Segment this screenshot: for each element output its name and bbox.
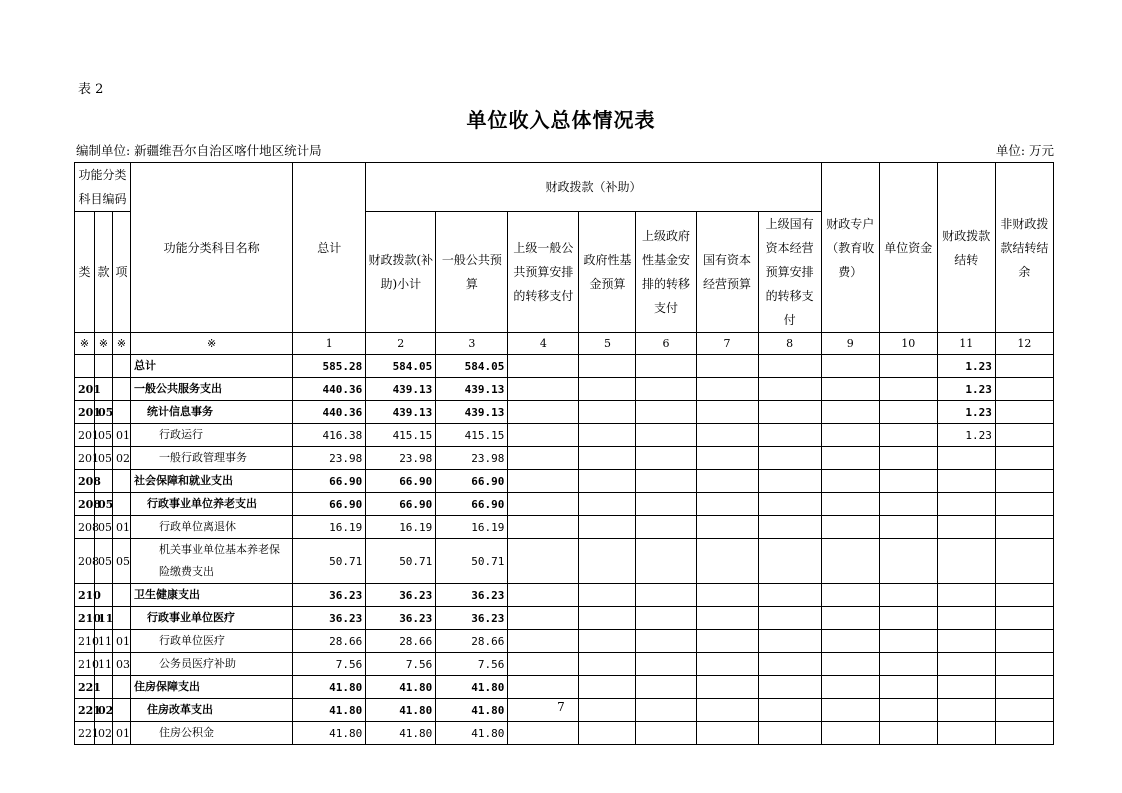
empty-cell — [821, 355, 879, 378]
empty-cell — [879, 584, 937, 607]
kuan-cell: 05 — [95, 424, 113, 447]
empty-cell — [508, 355, 579, 378]
xiang-cell — [113, 355, 131, 378]
unit-funds-header: 单位资金 — [879, 163, 937, 333]
xiang-cell — [113, 378, 131, 401]
index-cell: 5 — [579, 333, 636, 355]
empty-cell — [879, 539, 937, 584]
empty-cell — [579, 493, 636, 516]
index-cell: 12 — [995, 333, 1053, 355]
empty-cell — [696, 493, 758, 516]
page-title: 单位收入总体情况表 — [466, 108, 656, 132]
table-row — [75, 470, 1054, 493]
lei-cell: 210 — [75, 584, 95, 607]
xiang-cell — [113, 676, 131, 699]
xiang-cell: 01 — [113, 722, 131, 745]
kuan-cell: 05 — [95, 493, 113, 516]
empty-cell — [821, 607, 879, 630]
xiang-cell: 02 — [113, 447, 131, 470]
compiling-unit: 编制单位: 新疆维吾尔自治区喀什地区统计局 — [76, 143, 322, 158]
empty-cell — [696, 630, 758, 653]
empty-cell — [879, 722, 937, 745]
currency-unit: 单位: 万元 — [995, 143, 1054, 158]
total-cell: 585.28 — [293, 355, 366, 378]
fiscal-subtotal-cell: 41.80 — [366, 676, 436, 699]
empty-cell — [821, 653, 879, 676]
total-cell: 66.90 — [293, 493, 366, 516]
total-cell: 440.36 — [293, 378, 366, 401]
general-budget-cell: 41.80 — [436, 699, 508, 722]
empty-cell — [995, 470, 1053, 493]
total-cell: 28.66 — [293, 630, 366, 653]
lei-cell: 201 — [75, 401, 95, 424]
fiscal-carryover-cell: 1.23 — [937, 424, 995, 447]
empty-cell — [758, 653, 821, 676]
general-budget-header: 一般公共预算 — [436, 212, 508, 333]
empty-cell — [758, 584, 821, 607]
lei-cell: 208 — [75, 470, 95, 493]
fiscal-carryover-cell: 1.23 — [937, 355, 995, 378]
kuan-cell: 05 — [95, 516, 113, 539]
empty-cell — [879, 630, 937, 653]
fiscal-carryover-cell — [937, 676, 995, 699]
fiscal-carryover-cell: 1.23 — [937, 401, 995, 424]
empty-cell — [636, 653, 696, 676]
empty-cell — [636, 539, 696, 584]
empty-cell — [821, 676, 879, 699]
empty-cell — [636, 447, 696, 470]
empty-cell — [508, 722, 579, 745]
empty-cell — [879, 676, 937, 699]
general-budget-cell: 584.05 — [436, 355, 508, 378]
table-row — [75, 378, 1054, 401]
lei-header: 类 — [75, 212, 95, 333]
general-budget-cell: 415.15 — [436, 424, 508, 447]
empty-cell — [579, 355, 636, 378]
general-budget-cell: 7.56 — [436, 653, 508, 676]
fiscal-subtotal-cell: 584.05 — [366, 355, 436, 378]
subject-name-cell: 住房改革支出 — [131, 699, 293, 722]
subject-name-cell: 行政事业单位医疗 — [131, 607, 293, 630]
empty-cell — [579, 607, 636, 630]
fiscal-carryover-cell — [937, 630, 995, 653]
xiang-cell: 01 — [113, 630, 131, 653]
empty-cell — [758, 401, 821, 424]
index-cell: ※ — [131, 333, 293, 355]
empty-cell — [579, 424, 636, 447]
empty-cell — [995, 378, 1053, 401]
fiscal-subtotal-cell: 36.23 — [366, 607, 436, 630]
empty-cell — [758, 630, 821, 653]
empty-cell — [636, 355, 696, 378]
empty-cell — [758, 676, 821, 699]
fiscal-subtotal-cell: 23.98 — [366, 447, 436, 470]
total-cell: 416.38 — [293, 424, 366, 447]
empty-cell — [758, 355, 821, 378]
empty-cell — [508, 516, 579, 539]
empty-cell — [696, 470, 758, 493]
subject-name-cell: 住房保障支出 — [131, 676, 293, 699]
xiang-cell — [113, 401, 131, 424]
empty-cell — [758, 722, 821, 745]
fiscal-subtotal-cell: 50.71 — [366, 539, 436, 584]
index-cell: ※ — [113, 333, 131, 355]
empty-cell — [696, 424, 758, 447]
empty-cell — [508, 447, 579, 470]
table-row — [75, 722, 1054, 745]
empty-cell — [579, 630, 636, 653]
xiang-cell: 05 — [113, 539, 131, 584]
empty-cell — [995, 584, 1053, 607]
table-row — [75, 584, 1054, 607]
fiscal-subtotal-cell: 7.56 — [366, 653, 436, 676]
subject-name-cell: 一般公共服务支出 — [131, 378, 293, 401]
lei-cell: 201 — [75, 424, 95, 447]
empty-cell — [636, 493, 696, 516]
table-row — [75, 447, 1054, 470]
empty-cell — [758, 470, 821, 493]
empty-cell — [696, 378, 758, 401]
table-row — [75, 539, 1054, 584]
fiscal-subtotal-cell: 439.13 — [366, 378, 436, 401]
table-row — [75, 424, 1054, 447]
xiang-cell — [113, 584, 131, 607]
table-row — [75, 630, 1054, 653]
table-row — [75, 516, 1054, 539]
empty-cell — [995, 676, 1053, 699]
kuan-cell — [95, 355, 113, 378]
empty-cell — [995, 653, 1053, 676]
fiscal-subtotal-cell: 28.66 — [366, 630, 436, 653]
kuan-cell: 05 — [95, 539, 113, 584]
name-header: 功能分类科目名称 — [131, 163, 293, 333]
index-cell: ※ — [95, 333, 113, 355]
table-row — [75, 493, 1054, 516]
kuan-cell: 02 — [95, 722, 113, 745]
subject-name-cell: 统计信息事务 — [131, 401, 293, 424]
empty-cell — [508, 584, 579, 607]
total-cell: 41.80 — [293, 699, 366, 722]
index-cell: 6 — [636, 333, 696, 355]
gov-fund-header: 政府性基金预算 — [579, 212, 636, 333]
lei-cell: 221 — [75, 676, 95, 699]
kuan-header: 款 — [95, 212, 113, 333]
fiscal-carryover-cell — [937, 493, 995, 516]
empty-cell — [508, 653, 579, 676]
empty-cell — [995, 516, 1053, 539]
empty-cell — [579, 401, 636, 424]
empty-cell — [696, 584, 758, 607]
xiang-header: 项 — [113, 212, 131, 333]
special-account-header: 财政专户（教育收费） — [821, 163, 879, 333]
fiscal-subtotal-header: 财政拨款(补助)小计 — [366, 212, 436, 333]
empty-cell — [821, 630, 879, 653]
fiscal-carryover-cell — [937, 447, 995, 470]
empty-cell — [758, 493, 821, 516]
kuan-cell: 02 — [95, 699, 113, 722]
empty-cell — [508, 424, 579, 447]
empty-cell — [879, 378, 937, 401]
empty-cell — [879, 401, 937, 424]
empty-cell — [879, 355, 937, 378]
total-cell: 16.19 — [293, 516, 366, 539]
empty-cell — [995, 424, 1053, 447]
empty-cell — [821, 424, 879, 447]
subject-name-cell: 行政单位离退休 — [131, 516, 293, 539]
lei-cell: 208 — [75, 539, 95, 584]
kuan-cell: 11 — [95, 653, 113, 676]
empty-cell — [758, 424, 821, 447]
lei-cell: 208 — [75, 516, 95, 539]
empty-cell — [696, 722, 758, 745]
table-row — [75, 676, 1054, 699]
fiscal-subtotal-cell: 41.80 — [366, 722, 436, 745]
fiscal-group-header: 财政拨款（补助） — [366, 163, 821, 212]
subject-name-cell: 公务员医疗补助 — [131, 653, 293, 676]
empty-cell — [696, 539, 758, 584]
empty-cell — [636, 424, 696, 447]
index-cell: 10 — [879, 333, 937, 355]
fiscal-carryover-cell — [937, 539, 995, 584]
empty-cell — [821, 401, 879, 424]
empty-cell — [696, 607, 758, 630]
empty-cell — [579, 447, 636, 470]
lei-cell: 201 — [75, 378, 95, 401]
lei-cell: 210 — [75, 630, 95, 653]
total-header: 总计 — [293, 163, 366, 333]
nonfiscal-carryover-header: 非财政拨款结转结余 — [995, 163, 1053, 333]
general-budget-cell: 439.13 — [436, 378, 508, 401]
kuan-cell: 05 — [95, 401, 113, 424]
empty-cell — [758, 607, 821, 630]
general-budget-cell: 50.71 — [436, 539, 508, 584]
index-cell: 7 — [696, 333, 758, 355]
fiscal-carryover-cell — [937, 607, 995, 630]
subject-name-cell: 住房公积金 — [131, 722, 293, 745]
lei-cell: 210 — [75, 653, 95, 676]
empty-cell — [508, 630, 579, 653]
empty-cell — [821, 493, 879, 516]
xiang-cell: 01 — [113, 516, 131, 539]
fiscal-subtotal-cell: 16.19 — [366, 516, 436, 539]
general-budget-cell: 66.90 — [436, 470, 508, 493]
general-budget-cell: 439.13 — [436, 401, 508, 424]
xiang-cell: 03 — [113, 653, 131, 676]
empty-cell — [636, 470, 696, 493]
empty-cell — [821, 539, 879, 584]
total-cell: 440.36 — [293, 401, 366, 424]
upper-general-transfer-header: 上级一般公共预算安排的转移支付 — [508, 212, 579, 333]
kuan-cell: 11 — [95, 607, 113, 630]
total-cell: 36.23 — [293, 607, 366, 630]
kuan-cell: 05 — [95, 447, 113, 470]
empty-cell — [995, 493, 1053, 516]
empty-cell — [508, 493, 579, 516]
empty-cell — [579, 676, 636, 699]
empty-cell — [636, 676, 696, 699]
empty-cell — [758, 378, 821, 401]
total-cell: 36.23 — [293, 584, 366, 607]
empty-cell — [579, 539, 636, 584]
empty-cell — [758, 447, 821, 470]
general-budget-cell: 23.98 — [436, 447, 508, 470]
table-row — [75, 653, 1054, 676]
general-budget-cell: 36.23 — [436, 584, 508, 607]
index-cell: 4 — [508, 333, 579, 355]
lei-cell: 210 — [75, 607, 95, 630]
fiscal-carryover-header: 财政拨款结转 — [937, 163, 995, 333]
empty-cell — [879, 493, 937, 516]
empty-cell — [508, 470, 579, 493]
fiscal-carryover-cell — [937, 653, 995, 676]
empty-cell — [879, 424, 937, 447]
subject-name-cell: 总计 — [131, 355, 293, 378]
fiscal-subtotal-cell: 66.90 — [366, 470, 436, 493]
empty-cell — [821, 447, 879, 470]
empty-cell — [696, 653, 758, 676]
empty-cell — [508, 539, 579, 584]
upper-gov-fund-header: 上级政府性基金安排的转移支付 — [636, 212, 696, 333]
empty-cell — [508, 676, 579, 699]
total-cell: 23.98 — [293, 447, 366, 470]
empty-cell — [579, 584, 636, 607]
kuan-cell: 11 — [95, 630, 113, 653]
total-cell: 66.90 — [293, 470, 366, 493]
empty-cell — [636, 401, 696, 424]
index-row — [75, 333, 1054, 355]
index-cell: ※ — [75, 333, 95, 355]
empty-cell — [821, 516, 879, 539]
empty-cell — [579, 516, 636, 539]
empty-cell — [636, 607, 696, 630]
fiscal-subtotal-cell: 36.23 — [366, 584, 436, 607]
total-cell: 7.56 — [293, 653, 366, 676]
table-number: 表 2 — [78, 82, 104, 97]
empty-cell — [821, 378, 879, 401]
state-capital-header: 国有资本经营预算 — [696, 212, 758, 333]
fiscal-subtotal-cell: 439.13 — [366, 401, 436, 424]
fiscal-carryover-cell — [937, 516, 995, 539]
general-budget-cell: 36.23 — [436, 607, 508, 630]
subject-name-cell: 卫生健康支出 — [131, 584, 293, 607]
empty-cell — [995, 447, 1053, 470]
empty-cell — [696, 401, 758, 424]
code-group-header: 功能分类科目编码 — [75, 163, 131, 212]
empty-cell — [636, 722, 696, 745]
index-cell: 1 — [293, 333, 366, 355]
general-budget-cell: 41.80 — [436, 676, 508, 699]
fiscal-carryover-cell — [937, 584, 995, 607]
index-cell: 3 — [436, 333, 508, 355]
general-budget-cell: 66.90 — [436, 493, 508, 516]
total-cell: 41.80 — [293, 722, 366, 745]
empty-cell — [508, 607, 579, 630]
empty-cell — [636, 378, 696, 401]
index-cell: 2 — [366, 333, 436, 355]
empty-cell — [995, 630, 1053, 653]
table-row — [75, 401, 1054, 424]
empty-cell — [696, 516, 758, 539]
empty-cell — [879, 653, 937, 676]
empty-cell — [758, 539, 821, 584]
empty-cell — [821, 584, 879, 607]
fiscal-carryover-cell — [937, 722, 995, 745]
empty-cell — [879, 447, 937, 470]
index-cell: 9 — [821, 333, 879, 355]
empty-cell — [508, 401, 579, 424]
subject-name-cell: 行政单位医疗 — [131, 630, 293, 653]
general-budget-cell: 41.80 — [436, 722, 508, 745]
empty-cell — [995, 401, 1053, 424]
empty-cell — [579, 470, 636, 493]
fiscal-subtotal-cell: 415.15 — [366, 424, 436, 447]
lei-cell: 201 — [75, 447, 95, 470]
empty-cell — [879, 607, 937, 630]
index-cell: 8 — [758, 333, 821, 355]
total-cell: 41.80 — [293, 676, 366, 699]
xiang-cell — [113, 470, 131, 493]
general-budget-cell: 16.19 — [436, 516, 508, 539]
fiscal-carryover-cell — [937, 470, 995, 493]
empty-cell — [579, 653, 636, 676]
subject-name-cell: 行政事业单位养老支出 — [131, 493, 293, 516]
empty-cell — [508, 378, 579, 401]
empty-cell — [879, 470, 937, 493]
empty-cell — [821, 722, 879, 745]
fiscal-subtotal-cell: 41.80 — [366, 699, 436, 722]
subject-name-cell: 行政运行 — [131, 424, 293, 447]
empty-cell — [821, 470, 879, 493]
xiang-cell — [113, 607, 131, 630]
empty-cell — [879, 516, 937, 539]
lei-cell — [75, 355, 95, 378]
table-row — [75, 607, 1054, 630]
index-cell: 11 — [937, 333, 995, 355]
fiscal-subtotal-cell: 66.90 — [366, 493, 436, 516]
empty-cell — [636, 630, 696, 653]
general-budget-cell: 28.66 — [436, 630, 508, 653]
empty-cell — [758, 516, 821, 539]
empty-cell — [995, 539, 1053, 584]
empty-cell — [696, 355, 758, 378]
subject-name-cell: 机关事业单位基本养老保险缴费支出 — [131, 539, 293, 584]
xiang-cell — [113, 493, 131, 516]
upper-state-capital-header: 上级国有资本经营预算安排的转移支付 — [758, 212, 821, 333]
fiscal-carryover-cell: 1.23 — [937, 378, 995, 401]
lei-cell: 221 — [75, 699, 95, 722]
page-number: 7 — [557, 700, 565, 714]
total-cell: 50.71 — [293, 539, 366, 584]
empty-cell — [636, 584, 696, 607]
lei-cell: 208 — [75, 493, 95, 516]
empty-cell — [995, 355, 1053, 378]
empty-cell — [579, 378, 636, 401]
table-row — [75, 355, 1054, 378]
empty-cell — [636, 516, 696, 539]
xiang-cell: 01 — [113, 424, 131, 447]
income-table — [74, 162, 1054, 745]
empty-cell — [696, 676, 758, 699]
empty-cell — [579, 722, 636, 745]
empty-cell — [995, 722, 1053, 745]
empty-cell — [995, 607, 1053, 630]
subject-name-cell: 社会保障和就业支出 — [131, 470, 293, 493]
subject-name-cell: 一般行政管理事务 — [131, 447, 293, 470]
lei-cell: 221 — [75, 722, 95, 745]
empty-cell — [696, 447, 758, 470]
